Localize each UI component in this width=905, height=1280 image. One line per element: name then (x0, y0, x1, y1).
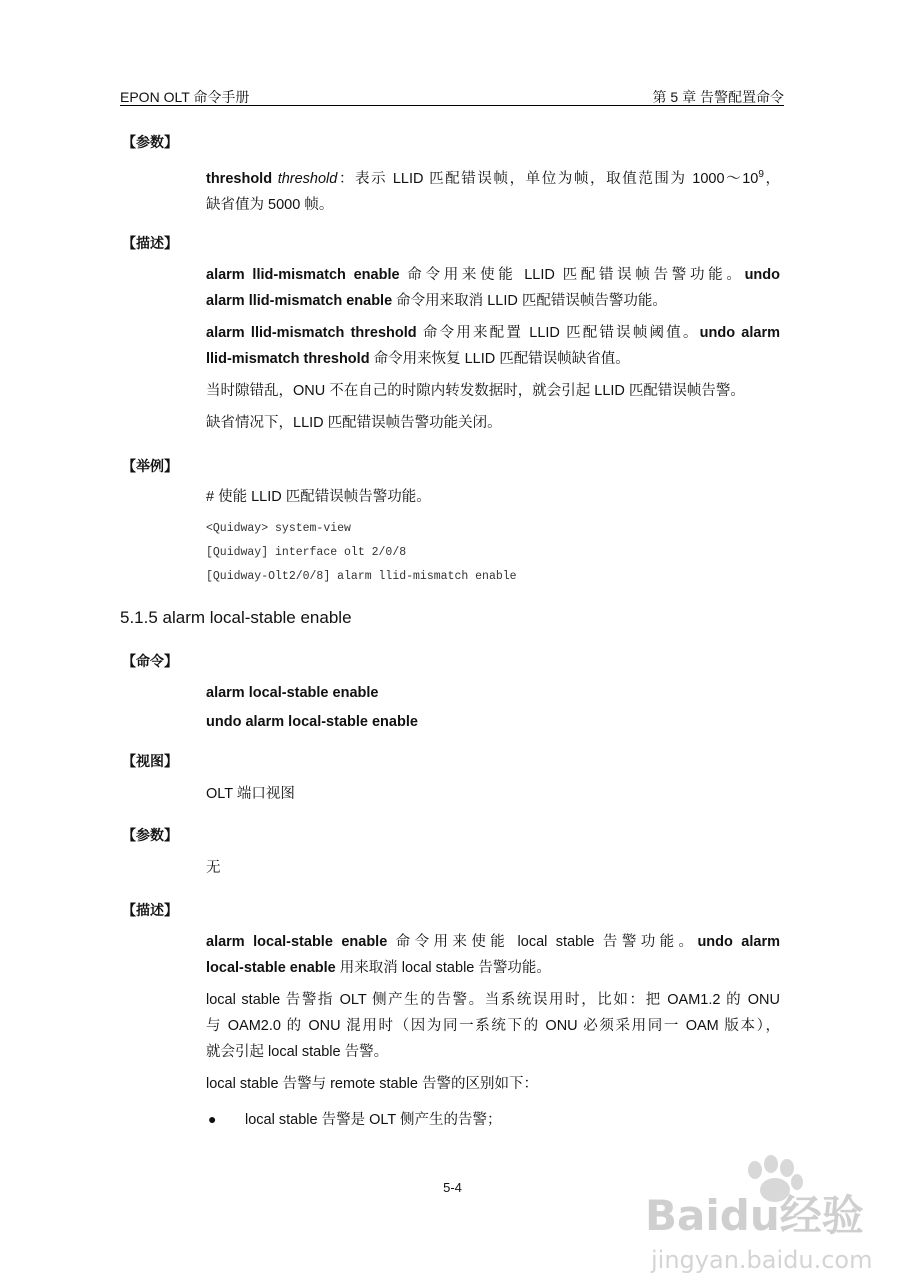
baidu-watermark (637, 1150, 877, 1280)
section-label-command: 【命令】 (122, 653, 178, 669)
section-label-description: 【描述】 (122, 235, 178, 251)
watermark-brand: Baidu经验 (645, 1191, 864, 1240)
description-paragraph-4: 缺省情况下，LLID 匹配错误帧告警功能关闭。 (206, 415, 502, 431)
description2-paragraph-1: alarm local-stable enable 命令用来使能 local stable 告警功能。undo alarm local-stable enable 用来取消 local stable 告警功能。 (206, 934, 780, 976)
param-keyword: threshold (206, 170, 273, 187)
exponent: 9 (758, 169, 764, 180)
param-argument: threshold (277, 170, 338, 187)
params-line-1: threshold threshold：表示 LLID 匹配错误帧，单位为帧，取值范围为 $1000\sim 10^9$， (206, 169, 780, 187)
description2-paragraph-2: local stable 告警指 OLT 侧产生的告警。当系统误用时，比如：把 OAM1.2 的 ONU 与 OAM2.0 的 ONU 混用时（因为同一系统下的 ONU 必须采用同一 OAM 版本）， 就会引起 local stable 告警。 (206, 992, 780, 1060)
example-comment: # 使能 LLID 匹配错误帧告警功能。 (206, 489, 431, 505)
section-label-description-2: 【描述】 (122, 902, 178, 918)
command-undo: undo alarm local-stable enable (206, 714, 418, 730)
description-paragraph-1: alarm llid-mismatch enable 命令用来使能 LLID 匹配错误帧告警功能。undo alarm llid-mismatch enable 命令用来取消 LLID 匹配错误帧告警功能。 (206, 267, 781, 309)
description-paragraph-2: alarm llid-mismatch threshold 命令用来配置 LLID 匹配错误帧阈值。undo alarm llid-mismatch threshold 命令用来恢复 LLID 匹配错误帧缺省值。 (206, 325, 780, 367)
command-enable: alarm local-stable enable (206, 685, 379, 701)
section-heading: 5.1.5 alarm local-stable enable (120, 608, 352, 627)
code-line: [Quidway] interface olt 2/0/8 (206, 546, 407, 559)
params-line-2: 缺省值为 5000 帧。 (206, 196, 334, 213)
section-label-params-2: 【参数】 (122, 827, 178, 843)
page-number: 5-4 (443, 1180, 462, 1195)
description2-paragraph-3: local stable 告警与 remote stable 告警的区别如下： (206, 1076, 538, 1092)
watermark-url: jingyan.baidu.com (651, 1246, 873, 1274)
code-line: [Quidway-Olt2/0/8] alarm llid-mismatch enable (206, 570, 517, 583)
view-value: OLT 端口视图 (206, 786, 295, 802)
bullet-item: local stable 告警是 OLT 侧产生的告警； (245, 1112, 502, 1128)
params-none: 无 (206, 860, 221, 876)
bullet-dot: ● (208, 1111, 217, 1127)
header-rule (120, 105, 784, 106)
section-label-view: 【视图】 (122, 753, 178, 769)
description-paragraph-3: 当时隙错乱，ONU 不在自己的时隙内转发数据时，就会引起 LLID 匹配错误帧告警。 (206, 383, 745, 399)
section-label-example: 【举例】 (122, 458, 178, 474)
params-threshold-paragraph (206, 162, 780, 218)
code-line: <Quidway> system-view (206, 522, 351, 535)
section-label-params: 【参数】 (122, 134, 178, 150)
header-manual-title: EPON OLT 命令手册 (120, 89, 250, 105)
header-chapter-title: 第 5 章 告警配置命令 (652, 89, 784, 105)
